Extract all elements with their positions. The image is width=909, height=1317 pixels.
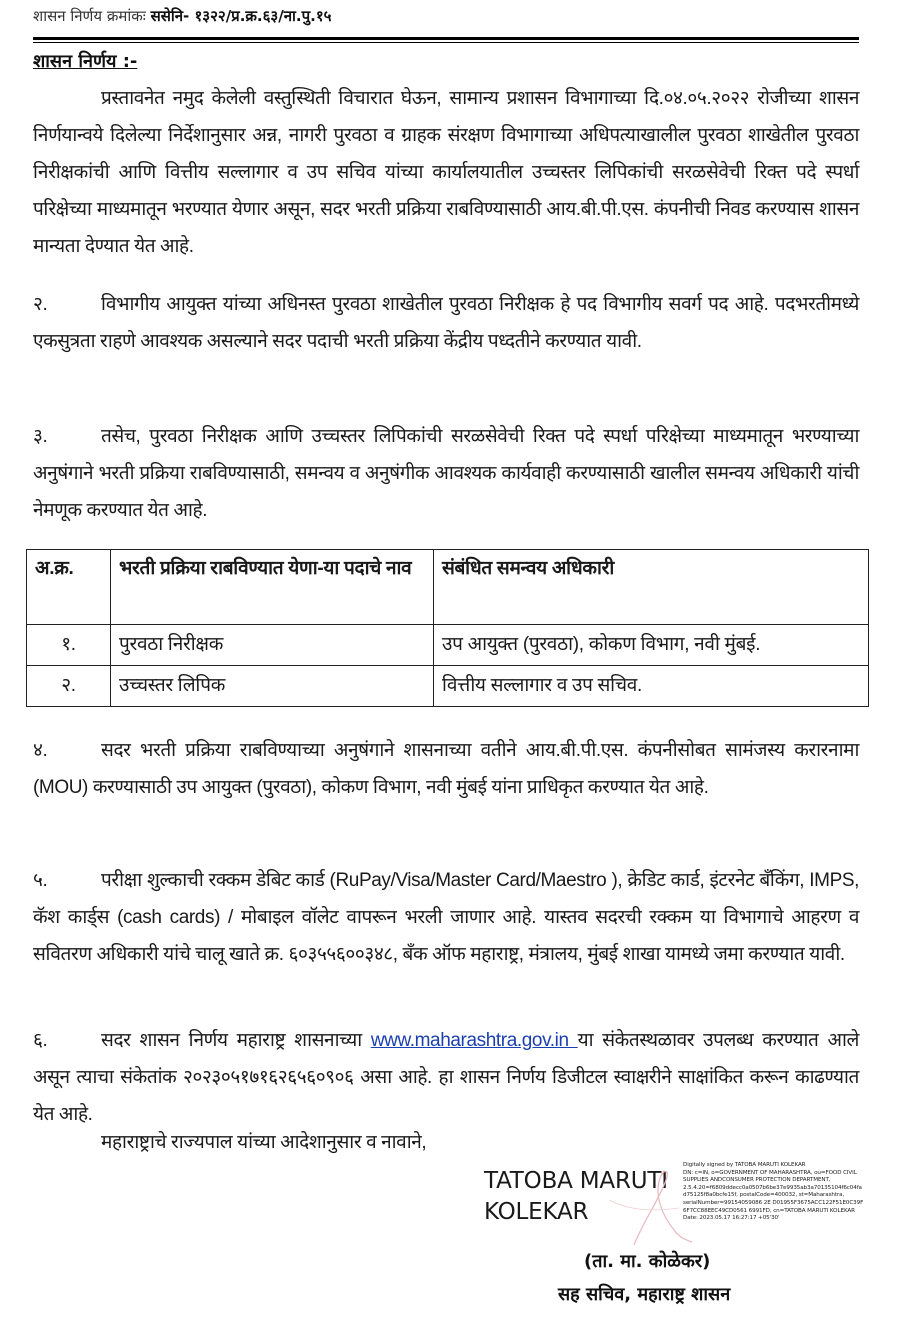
header-coordinating-officer: संबंधित समन्वय अधिकारी <box>434 550 869 625</box>
digital-sig-line: Date: 2023.05.17 16:27:17 +05'30' <box>683 1215 780 1222</box>
signer-name-line-1: TATOBA MARUTI <box>484 1168 668 1194</box>
signer-designation: सह सचिव, महाराष्ट्र शासन <box>558 1284 731 1305</box>
digital-sig-line: 2.5.4.20=f6809ddecc0a0507b6be37e9935ab3a70135104f6c04fa <box>683 1184 862 1191</box>
header-post-name: भरती प्रक्रिया राबविण्यात येणा-या पदाचे नाव <box>111 550 434 625</box>
paragraph-5 <box>33 862 859 973</box>
paragraph-2 <box>33 286 859 360</box>
digital-sig-line: DN: c=IN, o=GOVERNMENT OF MAHARASHTRA, ou=FOOD CIVIL <box>683 1169 857 1176</box>
paragraph-5-text: परीक्षा शुल्काची रक्कम डेबिट कार्ड (RuPay/Visa/Master Card/Maestro ), क्रेडिट कार्ड, इंटरनेट बॅंकिंग, IMPS, कॅश कार्ड्स (cash cards) / मोबाइल वॉलेट वापरून भरली जाणार आहे. यास्तव सदरची रक्कम या विभागाचे आहरण व सवितरण अधिकारी यांचे चालू खाते क्र. ६०३५५६००३४८, बॅंक ऑफ महाराष्ट्र, मंत्रालय, मुंबई शाखा यामध्ये जमा करण्यात यावी. <box>33 870 859 965</box>
paragraph-2-text: विभागीय आयुक्त यांच्या अधिनस्त पुरवठा शाखेतील पुरवठा निरीक्षक हे पद विभागीय सवर्ग पद आहे. पदभरतीमध्ये एकसुत्रता राहणे आवश्यक असल्याने सदर पदाची भरती प्रक्रिया केंद्रीय पध्दतीने करण्यात यावी. <box>33 294 859 352</box>
reference-number: ससेनि- १३२२/प्र.क्र.६३/ना.पु.१५ <box>150 7 332 25</box>
paragraph-3 <box>33 418 859 529</box>
closing-line <box>33 1124 859 1161</box>
table-row <box>27 666 869 707</box>
maharashtra-gov-link[interactable]: www.maharashtra.gov.in <box>370 1030 578 1051</box>
digital-sig-line: Digitally signed by TATOBA MARUTI KOLEKAR <box>683 1162 806 1168</box>
paragraph-4 <box>33 732 859 806</box>
table-header-row <box>27 550 869 625</box>
paragraph-4-number: ४. <box>33 740 48 761</box>
digital-sig-line: SUPPLIES ANDCONSUMER PROTECTION DEPARTMENT, <box>683 1177 831 1184</box>
paragraph-6 <box>33 1022 859 1133</box>
paragraph-1 <box>33 80 859 265</box>
digital-sig-line: d75125f8a0bcfe15f, postalCode=400032, st=Maharashtra, <box>683 1192 845 1199</box>
paragraph-2-number: २. <box>33 294 48 315</box>
digital-sig-line: serialNumber=99154059086 2E D01955F3675ACC122F51E0C39F <box>683 1199 864 1206</box>
digital-sig-line: 6F7CC88EEC49CD0561 6991FD, cn=TATOBA MARUTI KOLEKAR <box>683 1207 855 1214</box>
cell-serial-no: १. <box>27 625 111 666</box>
paragraph-6-number: ६. <box>33 1030 48 1051</box>
cell-coordinating-officer: उप आयुक्त (पुरवठा), कोकण विभाग, नवी मुंबई. <box>434 625 869 666</box>
cell-post-name: उच्चस्तर लिपिक <box>111 666 434 707</box>
paragraph-1-text: प्रस्तावनेत नमुद केलेली वस्तुस्थिती विचारात घेऊन, सामान्य प्रशासन विभागाच्या दि.०४.०५.२०२२ रोजीच्या शासन निर्णयान्वये दिलेल्या निर्देशानुसार अन्न, नागरी पुरवठा व ग्राहक संरक्षण विभागाच्या अधिपत्याखालील पुरवठा शाखेतील पुरवठा निरीक्षकांची आणि वित्तीय सल्लागार व उप सचिव यांच्या कार्यालयातील उच्चस्तर लिपिकांची सरळसेवेची रिक्त पदे स्पर्धा परिक्षेच्या माध्यमातून भरण्यात येणार असून, सदर भरती प्रक्रिया राबविण्यासाठी आय.बी.पी.एस. कंपनीची निवड करण्यास शासन मान्यता देण्यात येत आहे. <box>33 88 860 257</box>
paragraph-6-text-before: सदर शासन निर्णय महाराष्ट्र शासनाच्या <box>101 1030 371 1051</box>
paragraph-6-text-after: या संकेतस्थळावर उपलब्ध करण्यात आले असून त्याचा संकेतांक २०२३०५१७१६२६५६०९०६ असा आहे. हा शासन निर्णय डिजीटल स्वाक्षरीने साक्षांकित करून काढण्यात येत आहे. <box>33 1030 859 1125</box>
digital-signature-block <box>484 1162 864 1228</box>
closing-text: महाराष्ट्राचे राज्यपाल यांच्या आदेशानुसार व नावाने, <box>101 1132 427 1153</box>
digital-signature-details <box>683 1162 893 1223</box>
cell-coordinating-officer: वित्तीय सल्लागार व उप सचिव. <box>434 666 869 707</box>
header-serial-no: अ.क्र. <box>27 550 111 625</box>
header-divider <box>33 37 859 43</box>
signer-name-line-2: KOLEKAR <box>484 1199 589 1225</box>
reference-label: शासन निर्णय क्रमांकः <box>33 7 146 25</box>
paragraph-3-number: ३. <box>33 426 48 447</box>
paragraph-3-text: तसेच, पुरवठा निरीक्षक आणि उच्चस्तर लिपिकांची सरळसेवेची रिक्त पदे स्पर्धा परिक्षेच्या माध्यमातून भरण्याच्या अनुषंगाने भरती प्रक्रिया राबविण्यासाठी, समन्वय व अनुषंगीक आवश्यक कार्यवाही करण्यासाठी खालील समन्वय अधिकारी यांची नेमणूक करण्यात येत आहे. <box>33 426 859 521</box>
paragraph-5-number: ५. <box>33 870 48 891</box>
document-reference-header <box>33 6 331 26</box>
paragraph-4-text: सदर भरती प्रक्रिया राबविण्याच्या अनुषंगाने शासनाच्या वतीने आय.बी.पी.एस. कंपनीसोबत सामंजस्य करारनामा (MOU) करण्यासाठी उप आयुक्त (पुरवठा), कोकण विभाग, नवी मुंबई यांना प्राधिकृत करण्यात येत आहे. <box>33 740 859 798</box>
signature-stroke-icon <box>604 1160 694 1250</box>
table-row <box>27 625 869 666</box>
cell-serial-no: २. <box>27 666 111 707</box>
signer-name-marathi: (ता. मा. कोळेकर) <box>584 1251 711 1272</box>
coordinating-officers-table <box>26 549 869 707</box>
section-heading: शासन निर्णय :- <box>33 51 138 72</box>
cell-post-name: पुरवठा निरीक्षक <box>111 625 434 666</box>
